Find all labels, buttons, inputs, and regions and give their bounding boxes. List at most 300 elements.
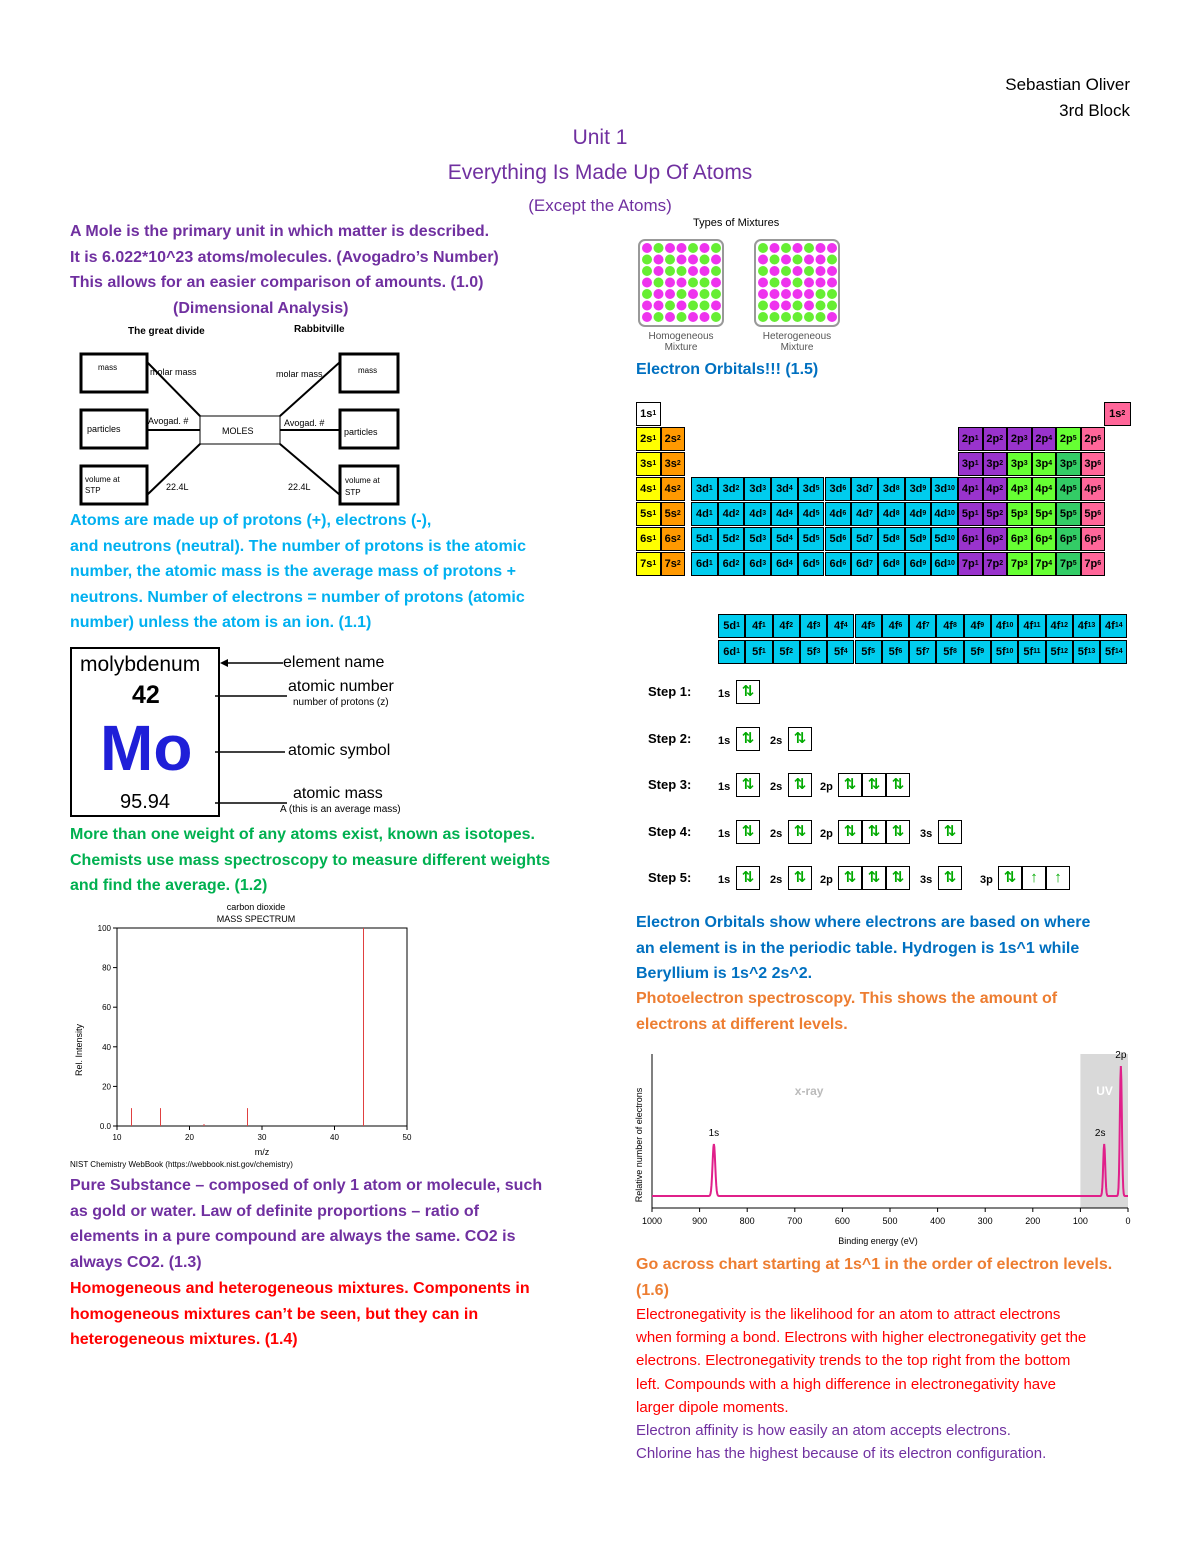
d-block-cell: 3d 9	[905, 477, 932, 501]
mixture-particle	[677, 278, 687, 288]
p-block-cell: 3p 1	[958, 452, 983, 476]
pes-xtick-label: 800	[739, 1216, 755, 1226]
across-text: Go across chart starting at 1s^1 in the order of electron levels. (1.6)	[636, 1256, 1113, 1299]
orbital-box: ⇅	[886, 820, 910, 844]
s-block-cell: 3s 2	[661, 452, 686, 476]
mixture-particle	[793, 289, 803, 299]
p-block-cell: 4p 1	[958, 477, 983, 501]
f-block-cell: 4f 13	[1073, 614, 1100, 638]
svg-text:molar mass: molar mass	[276, 369, 323, 379]
mixture-particle	[654, 312, 664, 322]
pes-ylabel: Relative number of electrons	[634, 1087, 644, 1203]
orbital-box: ⇅	[838, 866, 862, 890]
s-block-cell: 5s 2	[661, 502, 686, 526]
d-block-cell: 4d 7	[851, 502, 878, 526]
orbital-label: 1s	[718, 781, 731, 793]
pure-substance-text: Pure Substance – composed of only 1 atom or molecule, such as gold or water. Law of definite proportions – ratio of elements in a pure compound are always the same. CO2 is always CO2. (1.3)	[70, 1177, 543, 1271]
orbital-box: ⇅	[862, 820, 886, 844]
mixture-particle	[665, 255, 675, 265]
d-block-cell: 4d 6	[825, 502, 852, 526]
p-block-cell: 2p 2	[983, 427, 1008, 451]
mixture-particle	[677, 255, 687, 265]
element-mass: 95.94	[120, 791, 171, 813]
label-atomic-number-sub: number of protons (z)	[293, 697, 389, 708]
d-block-cell: 6d 9	[905, 552, 932, 576]
f-block-cell: 5f 8	[936, 640, 963, 664]
svg-text:The great divide: The great divide	[128, 326, 205, 337]
f-block-cell: 4f 8	[936, 614, 963, 638]
f-block-cell: 4f 14	[1100, 614, 1127, 638]
p-block-cell: 6p 5	[1056, 527, 1081, 551]
unit-title: Unit 1	[572, 126, 628, 149]
pes-xtick-label: 500	[882, 1216, 898, 1226]
p-block-cell: 7p 4	[1032, 552, 1057, 576]
d-block-cell: 5d 4	[771, 527, 798, 551]
mixture-particle	[711, 301, 721, 311]
homogeneous-label: Homogeneous Mixture	[648, 331, 714, 353]
mixture-particle	[781, 289, 791, 299]
step-label: Step 3:	[648, 777, 692, 792]
mixture-particle	[827, 266, 837, 276]
mixture-particle	[654, 255, 664, 265]
mixture-particle	[711, 266, 721, 276]
ms-xtick-label: 10	[112, 1133, 122, 1142]
mixture-particle	[804, 312, 814, 322]
mixture-particle	[770, 278, 780, 288]
orbitals-heading: Electron Orbitals!!! (1.5)	[636, 361, 819, 378]
svg-text:mass: mass	[358, 366, 378, 375]
f-block-cell: 5f 6	[882, 640, 909, 664]
d-block-cell: 6d 4	[771, 552, 798, 576]
mixture-particle	[827, 301, 837, 311]
mixture-particle	[677, 301, 687, 311]
ms-ytick-label: 0.0	[99, 1122, 111, 1131]
orbital-box: ⇅	[788, 727, 812, 751]
pes-peak-label: 1s	[708, 1128, 720, 1139]
p-block-cell: 7p 6	[1081, 552, 1106, 576]
mixture-particle	[665, 312, 675, 322]
page-subtitle: (Except the Atoms)	[528, 196, 672, 215]
svg-text:volume at: volume at	[85, 475, 120, 484]
mixture-particle	[665, 243, 675, 253]
f-block-cell: 4f 5	[855, 614, 882, 638]
orbital-label: 1s	[718, 874, 731, 886]
atoms-text: Atoms are made up of protons (+), electrons (-), and neutrons (neutral). The number of protons is the atomic number, the atomic mass is the average mass of protons + neutrons. Number of electrons = number of protons (atomic number) unless the atom is an ion. (1.1)	[70, 512, 527, 631]
label-atomic-mass-sub: A (this is an average mass)	[280, 804, 401, 815]
xray-region-label: x-ray	[794, 1084, 824, 1098]
orbital-label: 2p	[820, 874, 833, 886]
pes-peak-label: 2s	[1094, 1128, 1106, 1139]
ms-title-line1: carbon dioxide	[226, 902, 286, 912]
d-block-cell: 5d 6	[825, 527, 852, 551]
orbital-label: 1s	[718, 688, 731, 700]
p-block-cell: 4p 2	[983, 477, 1008, 501]
student-name: Sebastian Oliver	[1005, 75, 1130, 94]
mixture-particle	[781, 312, 791, 322]
p-block-cell: 4p 4	[1032, 477, 1057, 501]
pes-xtick-label: 400	[930, 1216, 946, 1226]
electron-affinity-text: Electron affinity is how easily an atom accepts electrons. Chlorine has the highest because of its electron configuration.	[636, 1422, 1047, 1463]
mixture-particle	[816, 278, 826, 288]
svg-text:particles: particles	[344, 427, 378, 437]
mixture-particle	[793, 243, 803, 253]
s-block-cell: 1s 1	[636, 402, 661, 426]
p-block-cell: 6p 4	[1032, 527, 1057, 551]
orbital-label: 2s	[770, 874, 783, 886]
f-block-cell: 5f 5	[855, 640, 882, 664]
mixture-particle	[793, 266, 803, 276]
orbital-box: ⇅	[788, 820, 812, 844]
mixture-particle	[642, 312, 652, 322]
mixture-particle	[700, 255, 710, 265]
f-block-cell: 5f 3	[800, 640, 827, 664]
mixture-particle	[804, 255, 814, 265]
svg-text:22.4L: 22.4L	[166, 482, 189, 492]
p-block-cell: 4p 5	[1056, 477, 1081, 501]
step-label: Step 1:	[648, 684, 692, 699]
s-block-cell: 6s 2	[661, 527, 686, 551]
f-block-cell: 4f 1	[745, 614, 772, 638]
d-block-cell: 4d 9	[905, 502, 932, 526]
svg-text:Avogad. #: Avogad. #	[148, 416, 189, 426]
f-block-cell: 5f 4	[827, 640, 854, 664]
d-block-cell: 4d 1	[691, 502, 718, 526]
s-block-cell: 4s 2	[661, 477, 686, 501]
p-block-cell: 4p 3	[1007, 477, 1032, 501]
f-block-cell: 5f 9	[964, 640, 991, 664]
pes-peak-label: 2p	[1115, 1050, 1127, 1061]
p-block-cell: 7p 3	[1007, 552, 1032, 576]
p-block-cell: 6p 6	[1081, 527, 1106, 551]
electronegativity-text: Electronegativity is the likelihood for an atom to attract electrons when forming a bond. Electrons with higher electronegativity get the electrons. Electronegativity trends to the top right from the bottom left. Compounds with a high difference in electronegativity have larger dipole moments.	[636, 1306, 1087, 1416]
mixture-particle	[781, 278, 791, 288]
mixture-particle	[711, 289, 721, 299]
mixture-particle	[758, 243, 768, 253]
mixture-particle	[665, 278, 675, 288]
f-block-cell: 4f 3	[800, 614, 827, 638]
mixture-particle	[700, 289, 710, 299]
d-block-cell: 3d 3	[744, 477, 771, 501]
isotopes-text: More than one weight of any atoms exist, known as isotopes. Chemists use mass spectroscopy to measure different weights and find the average. (1.2)	[70, 826, 551, 894]
d-block-cell: 5d 1	[691, 527, 718, 551]
f-block-cell: 5f 11	[1018, 640, 1045, 664]
mixture-particle	[758, 312, 768, 322]
mixture-particle	[827, 255, 837, 265]
pes-xtick-label: 600	[834, 1216, 850, 1226]
mixture-particle	[816, 312, 826, 322]
mixture-particle	[711, 278, 721, 288]
d-block-cell: 6d 10	[931, 552, 958, 576]
orbital-label: 3s	[920, 874, 933, 886]
d-block-cell: 5d 8	[878, 527, 905, 551]
mixture-particle	[758, 301, 768, 311]
mixture-particle	[816, 255, 826, 265]
orbital-label: 1s	[718, 734, 731, 747]
orbital-periodic-table	[636, 402, 1130, 670]
pes-xtick-label: 100	[1072, 1216, 1088, 1226]
element-symbol: Mo	[100, 712, 193, 784]
mixture-particle	[642, 243, 652, 253]
ms-ytick-label: 60	[102, 1003, 111, 1013]
pes-xtick-label: 1000	[641, 1216, 663, 1226]
mixture-particle	[688, 255, 698, 265]
pes-xtick-label: 900	[692, 1216, 708, 1226]
orbital-box: ⇅	[938, 866, 962, 890]
pes-curve	[652, 1066, 1128, 1196]
mixture-particle	[758, 266, 768, 276]
mixture-particle	[827, 289, 837, 299]
element-number: 42	[132, 681, 160, 709]
mixtures-text: Homogeneous and heterogeneous mixtures. Components in homogeneous mixtures can’t be seen, but they can in heterogeneous mixtures. (1.4)	[70, 1280, 530, 1348]
mixture-particle	[781, 301, 791, 311]
mixture-particle	[827, 278, 837, 288]
class-block: 3rd Block	[1059, 101, 1130, 120]
f-block-cell: 4f 9	[964, 614, 991, 638]
ms-xtick-label: 50	[402, 1133, 412, 1142]
d-block-cell: 3d 5	[798, 477, 825, 501]
mixtures-figure-title: Types of Mixtures	[693, 217, 780, 229]
s-block-cell: 4s 1	[636, 477, 661, 501]
d-block-cell: 4d 8	[878, 502, 905, 526]
step-label: Step 4:	[648, 823, 692, 839]
s-block-cell: 3s 1	[636, 452, 661, 476]
p-block-cell: 2p 3	[1007, 427, 1032, 451]
f-block-cell: 4f 4	[827, 614, 854, 638]
mixture-particle	[804, 266, 814, 276]
orbital-box: ↑	[1022, 866, 1046, 890]
f-block-cell: 5f 12	[1046, 640, 1073, 664]
d-block-cell: 5d 10	[931, 527, 958, 551]
mass-spectrum-chart	[70, 900, 430, 1172]
ms-footer: NIST Chemistry WebBook (https://webbook.nist.gov/chemistry)	[70, 1160, 293, 1169]
orbital-box: ⇅	[838, 773, 862, 797]
mixture-particle	[688, 289, 698, 299]
orbital-label: 3p	[980, 874, 993, 886]
mixture-particle	[700, 266, 710, 276]
orbital-label: 2s	[770, 734, 783, 747]
mixture-particle	[804, 243, 814, 253]
d-block-cell: 3d 7	[851, 477, 878, 501]
mixture-particle	[711, 312, 721, 322]
mixture-particle	[688, 312, 698, 322]
f-block-cell: 4f 7	[909, 614, 936, 638]
d-block-cell: 5d 9	[905, 527, 932, 551]
mixture-particle	[700, 278, 710, 288]
s-block-cell: 2s 2	[661, 427, 686, 451]
f-block-cell: 4f 2	[773, 614, 800, 638]
mixture-particle	[654, 289, 664, 299]
f-block-cell: 4f 11	[1018, 614, 1045, 638]
d-block-cell: 5d 5	[798, 527, 825, 551]
heterogeneous-label: Heterogeneous Mixture	[762, 331, 832, 353]
mixture-particle	[804, 301, 814, 311]
d-block-cell: 4d 5	[798, 502, 825, 526]
p-block-cell: 6p 1	[958, 527, 983, 551]
mixture-particle	[677, 312, 687, 322]
p-block-cell: 7p 5	[1056, 552, 1081, 576]
ms-xtick-label: 20	[185, 1133, 194, 1142]
mixture-particle	[642, 278, 652, 288]
d-block-cell: 6d 6	[825, 552, 852, 576]
mixture-particle	[804, 278, 814, 288]
p-block-cell: 6p 3	[1007, 527, 1032, 551]
d-block-cell: 3d 1	[691, 477, 718, 501]
mixture-particle	[793, 301, 803, 311]
mixture-particle	[654, 278, 664, 288]
mixture-particle	[770, 255, 780, 265]
step-label: Step 2:	[648, 730, 692, 746]
d-block-cell: 4d 2	[718, 502, 745, 526]
p-block-cell: 2p 4	[1032, 427, 1057, 451]
svg-text:particles: particles	[87, 424, 121, 434]
mixture-particle	[700, 312, 710, 322]
mixture-particle	[642, 289, 652, 299]
ms-ytick-label: 100	[97, 924, 111, 933]
mixture-particle	[677, 266, 687, 276]
p-block-cell: 3p 6	[1081, 452, 1106, 476]
f-block-cell: 4f 12	[1046, 614, 1073, 638]
mixture-particle	[793, 278, 803, 288]
orbital-label: 1s	[718, 827, 731, 840]
d-block-cell: 3d 8	[878, 477, 905, 501]
mixture-particle	[770, 301, 780, 311]
mixture-particle	[816, 289, 826, 299]
p-block-cell: 3p 2	[983, 452, 1008, 476]
label-atomic-mass: atomic mass	[293, 785, 383, 802]
orbital-box: ⇅	[862, 866, 886, 890]
d-block-cell: 4d 4	[771, 502, 798, 526]
pes-chart	[620, 1050, 1140, 1250]
pes-xtick-label: 200	[1025, 1216, 1041, 1226]
mixture-particle	[804, 289, 814, 299]
svg-text:Rabbitville: Rabbitville	[294, 324, 345, 335]
orbital-box: ⇅	[736, 680, 760, 704]
orbital-box: ⇅	[736, 773, 760, 797]
orbital-box: ⇅	[736, 727, 760, 751]
label-element-name: element name	[283, 654, 385, 671]
mixture-particle	[700, 243, 710, 253]
d-block-cell: 4d 10	[931, 502, 958, 526]
orbital-box: ⇅	[862, 773, 886, 797]
mixture-particle	[816, 301, 826, 311]
ms-title-line2: MASS SPECTRUM	[216, 914, 296, 924]
mixture-particle	[827, 312, 837, 322]
mixture-particle	[770, 312, 780, 322]
pes-xtick-label: 300	[977, 1216, 993, 1226]
p-block-cell: 5p 1	[958, 502, 983, 526]
orbital-box: ⇅	[736, 820, 760, 844]
s-block-cell: 2s 1	[636, 427, 661, 451]
svg-text:Avogad. #: Avogad. #	[284, 418, 325, 428]
d-block-cell: 6d 3	[744, 552, 771, 576]
f-block-cell: 5f 13	[1073, 640, 1100, 664]
d-block-cell: 3d 2	[718, 477, 745, 501]
mixture-particle	[758, 255, 768, 265]
p-block-cell: 6p 2	[983, 527, 1008, 551]
ms-ytick-label: 40	[102, 1042, 111, 1052]
orbital-box: ⇅	[788, 866, 812, 890]
mixture-particle	[665, 289, 675, 299]
svg-text:volume at: volume at	[345, 476, 380, 485]
ms-ylabel: Rel. Intensity	[74, 1023, 84, 1077]
orbital-label: 2p	[820, 827, 833, 840]
mixture-particle	[781, 255, 791, 265]
ms-xtick-label: 40	[330, 1133, 339, 1142]
element-tile	[70, 647, 220, 817]
orbital-steps	[636, 676, 1136, 906]
f-block-cell: 5d 1	[718, 614, 745, 638]
mixture-particle	[711, 255, 721, 265]
p-block-cell: 5p 4	[1032, 502, 1057, 526]
p-block-cell: 2p 1	[958, 427, 983, 451]
d-block-cell: 6d 7	[851, 552, 878, 576]
d-block-cell: 3d 6	[825, 477, 852, 501]
ms-ytick-label: 20	[102, 1082, 111, 1092]
p-block-cell: 3p 4	[1032, 452, 1057, 476]
svg-text:MOLES: MOLES	[222, 426, 254, 436]
mixture-particle	[781, 243, 791, 253]
d-block-cell: 6d 8	[878, 552, 905, 576]
f-block-cell: 6d 1	[718, 640, 745, 664]
label-atomic-symbol: atomic symbol	[288, 742, 391, 759]
d-block-cell: 6d 1	[691, 552, 718, 576]
f-block-cell: 4f 6	[882, 614, 909, 638]
ms-xtick-label: 30	[257, 1133, 267, 1142]
mixture-particle	[654, 266, 664, 276]
orbital-box: ⇅	[886, 773, 910, 797]
p-block-cell: 5p 3	[1007, 502, 1032, 526]
d-block-cell: 6d 5	[798, 552, 825, 576]
mixture-particle	[816, 266, 826, 276]
svg-text:mass: mass	[98, 363, 118, 372]
mixture-particle	[816, 243, 826, 253]
f-block-cell: 5f 7	[909, 640, 936, 664]
pes-xtick-label: 0	[1125, 1216, 1131, 1226]
ms-xlabel: m/z	[254, 1147, 270, 1157]
f-block-cell: 5f 1	[745, 640, 772, 664]
mixture-particle	[770, 243, 780, 253]
pes-xtick-label: 700	[787, 1216, 803, 1226]
d-block-cell: 5d 3	[744, 527, 771, 551]
mixture-particle	[688, 266, 698, 276]
p-block-cell: 7p 1	[958, 552, 983, 576]
mixture-particle	[770, 266, 780, 276]
d-block-cell: 6d 2	[718, 552, 745, 576]
p-block-cell: 1s 2	[1104, 402, 1131, 426]
label-atomic-number: atomic number	[288, 678, 394, 695]
mixture-particle	[677, 289, 687, 299]
orbital-box: ⇅	[736, 866, 760, 890]
f-block-cell: 5f 14	[1100, 640, 1127, 664]
d-block-cell: 4d 3	[744, 502, 771, 526]
mixture-particle	[711, 243, 721, 253]
svg-text:22.4L: 22.4L	[288, 482, 311, 492]
mixture-particle	[677, 243, 687, 253]
f-block-cell: 5f 10	[991, 640, 1018, 664]
dimensional-analysis-diagram	[70, 320, 410, 510]
s-block-cell: 7s 2	[661, 552, 686, 576]
orbital-box: ⇅	[886, 866, 910, 890]
p-block-cell: 5p 6	[1081, 502, 1106, 526]
mixture-particle	[758, 289, 768, 299]
step-label: Step 5:	[648, 870, 692, 885]
d-block-cell: 5d 7	[851, 527, 878, 551]
s-block-cell: 6s 1	[636, 527, 661, 551]
p-block-cell: 5p 5	[1056, 502, 1081, 526]
d-block-cell: 3d 4	[771, 477, 798, 501]
mixture-particle	[827, 243, 837, 253]
s-block-cell: 5s 1	[636, 502, 661, 526]
